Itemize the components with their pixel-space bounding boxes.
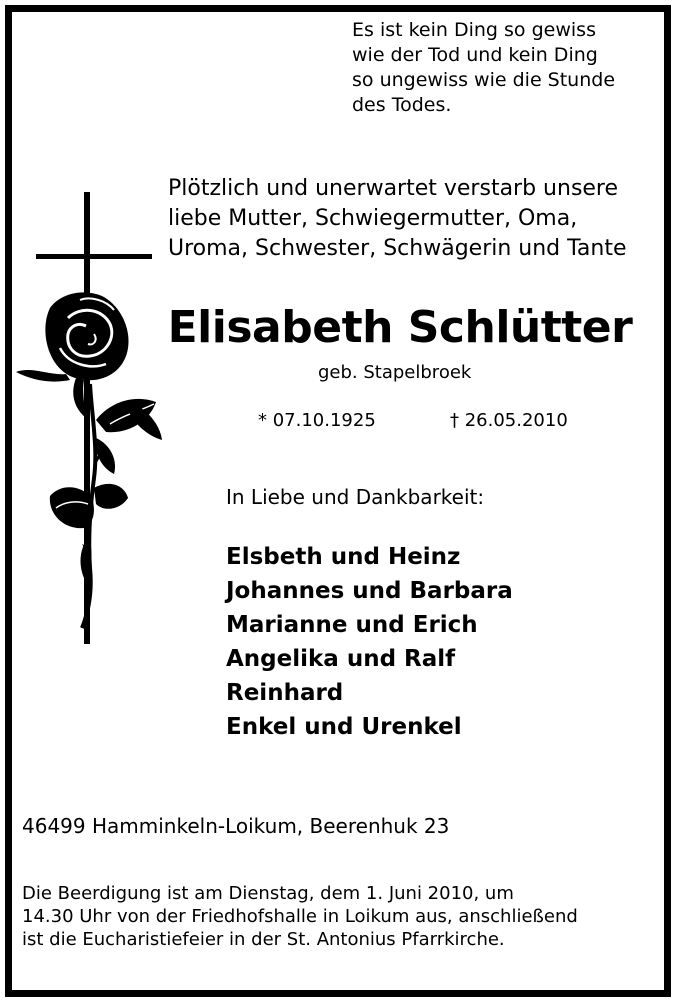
death-announcement-intro (168, 174, 648, 264)
maiden-name: geb. Stapelbroek (318, 362, 472, 383)
motto-line: des Todes. (352, 94, 452, 116)
funeral-details (22, 882, 652, 951)
intro-line: liebe Mutter, Schwiegermutter, Oma, (168, 206, 578, 231)
motto-line: wie der Tod und kein Ding (352, 44, 598, 66)
birth-date: * 07.10.1925 (258, 410, 376, 431)
mourner-entry: Enkel und Urenkel (226, 714, 462, 740)
mourners-list (226, 540, 513, 744)
deceased-name: Elisabeth Schlütter (167, 302, 633, 353)
cross-and-rose-emblem (10, 188, 166, 650)
mourner-entry: Marianne und Erich (226, 612, 478, 638)
motto (352, 18, 652, 118)
funeral-line: ist die Eucharistiefeier in der St. Antonius Pfarrkirche. (22, 929, 505, 950)
mourner-entry: Angelika und Ralf (226, 646, 456, 672)
family-address: 46499 Hamminkeln-Loikum, Beerenhuk 23 (22, 814, 450, 838)
death-date: † 26.05.2010 (450, 410, 568, 431)
funeral-line: 14.30 Uhr von der Friedhofshalle in Loikum aus, anschließend (22, 906, 578, 927)
thanks-line: In Liebe und Dankbarkeit: (226, 485, 485, 509)
mourner-entry: Johannes und Barbara (226, 578, 513, 604)
motto-line: so ungewiss wie die Stunde (352, 69, 616, 91)
motto-line: Es ist kein Ding so gewiss (352, 19, 596, 41)
mourner-entry: Elsbeth und Heinz (226, 544, 461, 570)
mourner-entry: Reinhard (226, 680, 344, 706)
funeral-line: Die Beerdigung ist am Dienstag, dem 1. Juni 2010, um (22, 883, 514, 904)
intro-line: Uroma, Schwester, Schwägerin und Tante (168, 236, 627, 261)
intro-line: Plötzlich und unerwartet verstarb unsere (168, 176, 619, 201)
